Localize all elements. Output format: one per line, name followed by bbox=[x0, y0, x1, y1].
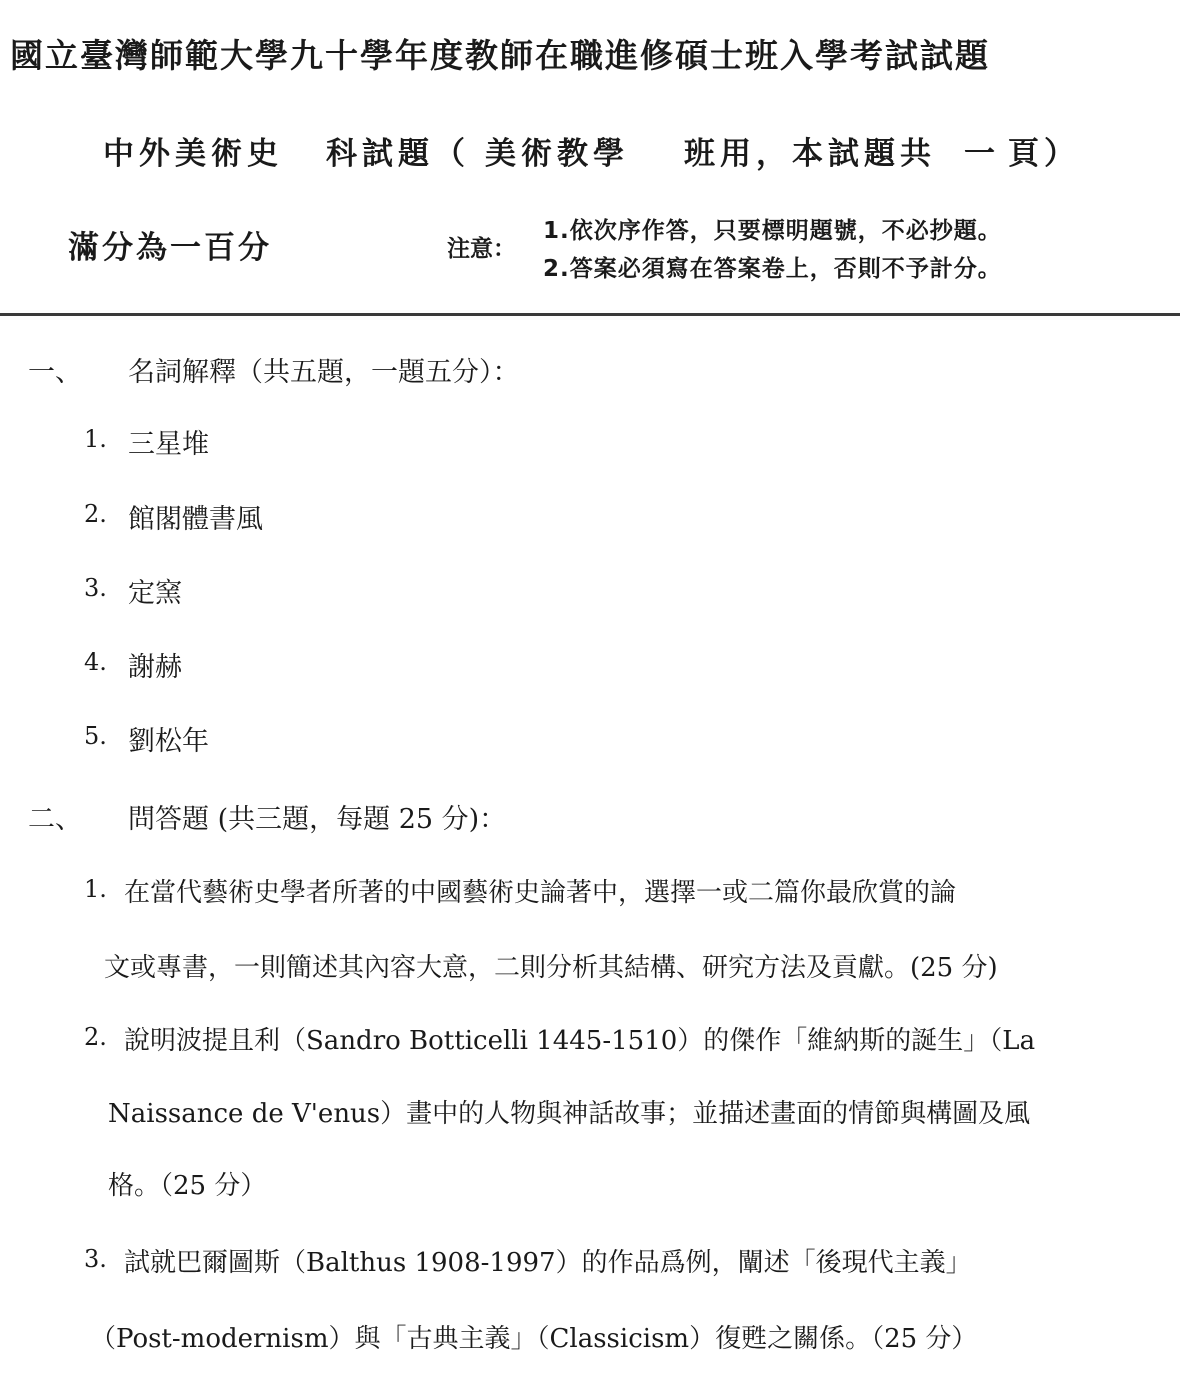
exam-title: 國立臺灣師範大學九十學年度教師在職進修碩士班入學考試試題 bbox=[10, 36, 990, 75]
term-text: 三星堆 bbox=[128, 429, 209, 460]
question-line: 在當代藝術史學者所著的中國藝術史論著中，選擇一或二篇你最欣賞的論 bbox=[124, 878, 957, 908]
question-number: 3. bbox=[84, 1245, 107, 1273]
section-2-number: 二、 bbox=[28, 804, 82, 835]
class-name: 美術教學 bbox=[485, 136, 629, 172]
page-count: 一 bbox=[964, 136, 1000, 172]
section-1-heading: 名詞解釋（共五題，一題五分）： bbox=[128, 357, 520, 388]
question-line: （Post-modernism）與「古典主義」（Classicism）復甦之關係。（25 分） bbox=[90, 1324, 978, 1354]
term-text: 劉松年 bbox=[128, 726, 209, 757]
full-score: 滿分為一百分 bbox=[68, 230, 272, 266]
header-divider bbox=[0, 313, 1180, 316]
section-2-heading: 問答題 (共三題，每題 25 分)： bbox=[128, 804, 507, 835]
notes-label: 注意： bbox=[447, 236, 516, 262]
subject-name: 中外美術史 bbox=[103, 136, 283, 172]
term-text: 謝赫 bbox=[128, 652, 182, 683]
question-line: 試就巴爾圖斯（Balthus 1908-1997）的作品爲例，闡述「後現代主義」 bbox=[124, 1248, 972, 1278]
term-text: 館閣體書風 bbox=[128, 504, 263, 535]
section-1-number: 一、 bbox=[28, 357, 82, 388]
question-line: 說明波提且利（Sandro Botticelli 1445-1510）的傑作「維納斯的誕生」（La bbox=[124, 1026, 1036, 1056]
subject-suffix: 科試題（ bbox=[326, 136, 470, 172]
term-number: 2. bbox=[84, 500, 107, 528]
term-number: 3. bbox=[84, 574, 107, 602]
term-number: 5. bbox=[84, 722, 107, 750]
note-item-2: 2.答案必須寫在答案卷上，否則不予計分。 bbox=[543, 256, 1002, 282]
question-line: 文或專書，一則簡述其內容大意，二則分析其結構、研究方法及貢獻。(25 分) bbox=[104, 953, 998, 983]
term-number: 1. bbox=[84, 425, 107, 453]
note-item-1: 1.依次序作答，只要標明題號，不必抄題。 bbox=[543, 218, 1002, 244]
question-line: Naissance de V'enus）畫中的人物與神話故事；並描述畫面的情節與構圖及風 bbox=[108, 1099, 1031, 1129]
term-number: 4. bbox=[84, 648, 107, 676]
page-unit: 頁） bbox=[1008, 136, 1080, 172]
question-line: 格。（25 分） bbox=[108, 1171, 267, 1201]
question-number: 1. bbox=[84, 875, 107, 903]
term-text: 定窯 bbox=[128, 578, 182, 609]
class-suffix: 班用，本試題共 bbox=[684, 136, 936, 172]
question-number: 2. bbox=[84, 1023, 107, 1051]
